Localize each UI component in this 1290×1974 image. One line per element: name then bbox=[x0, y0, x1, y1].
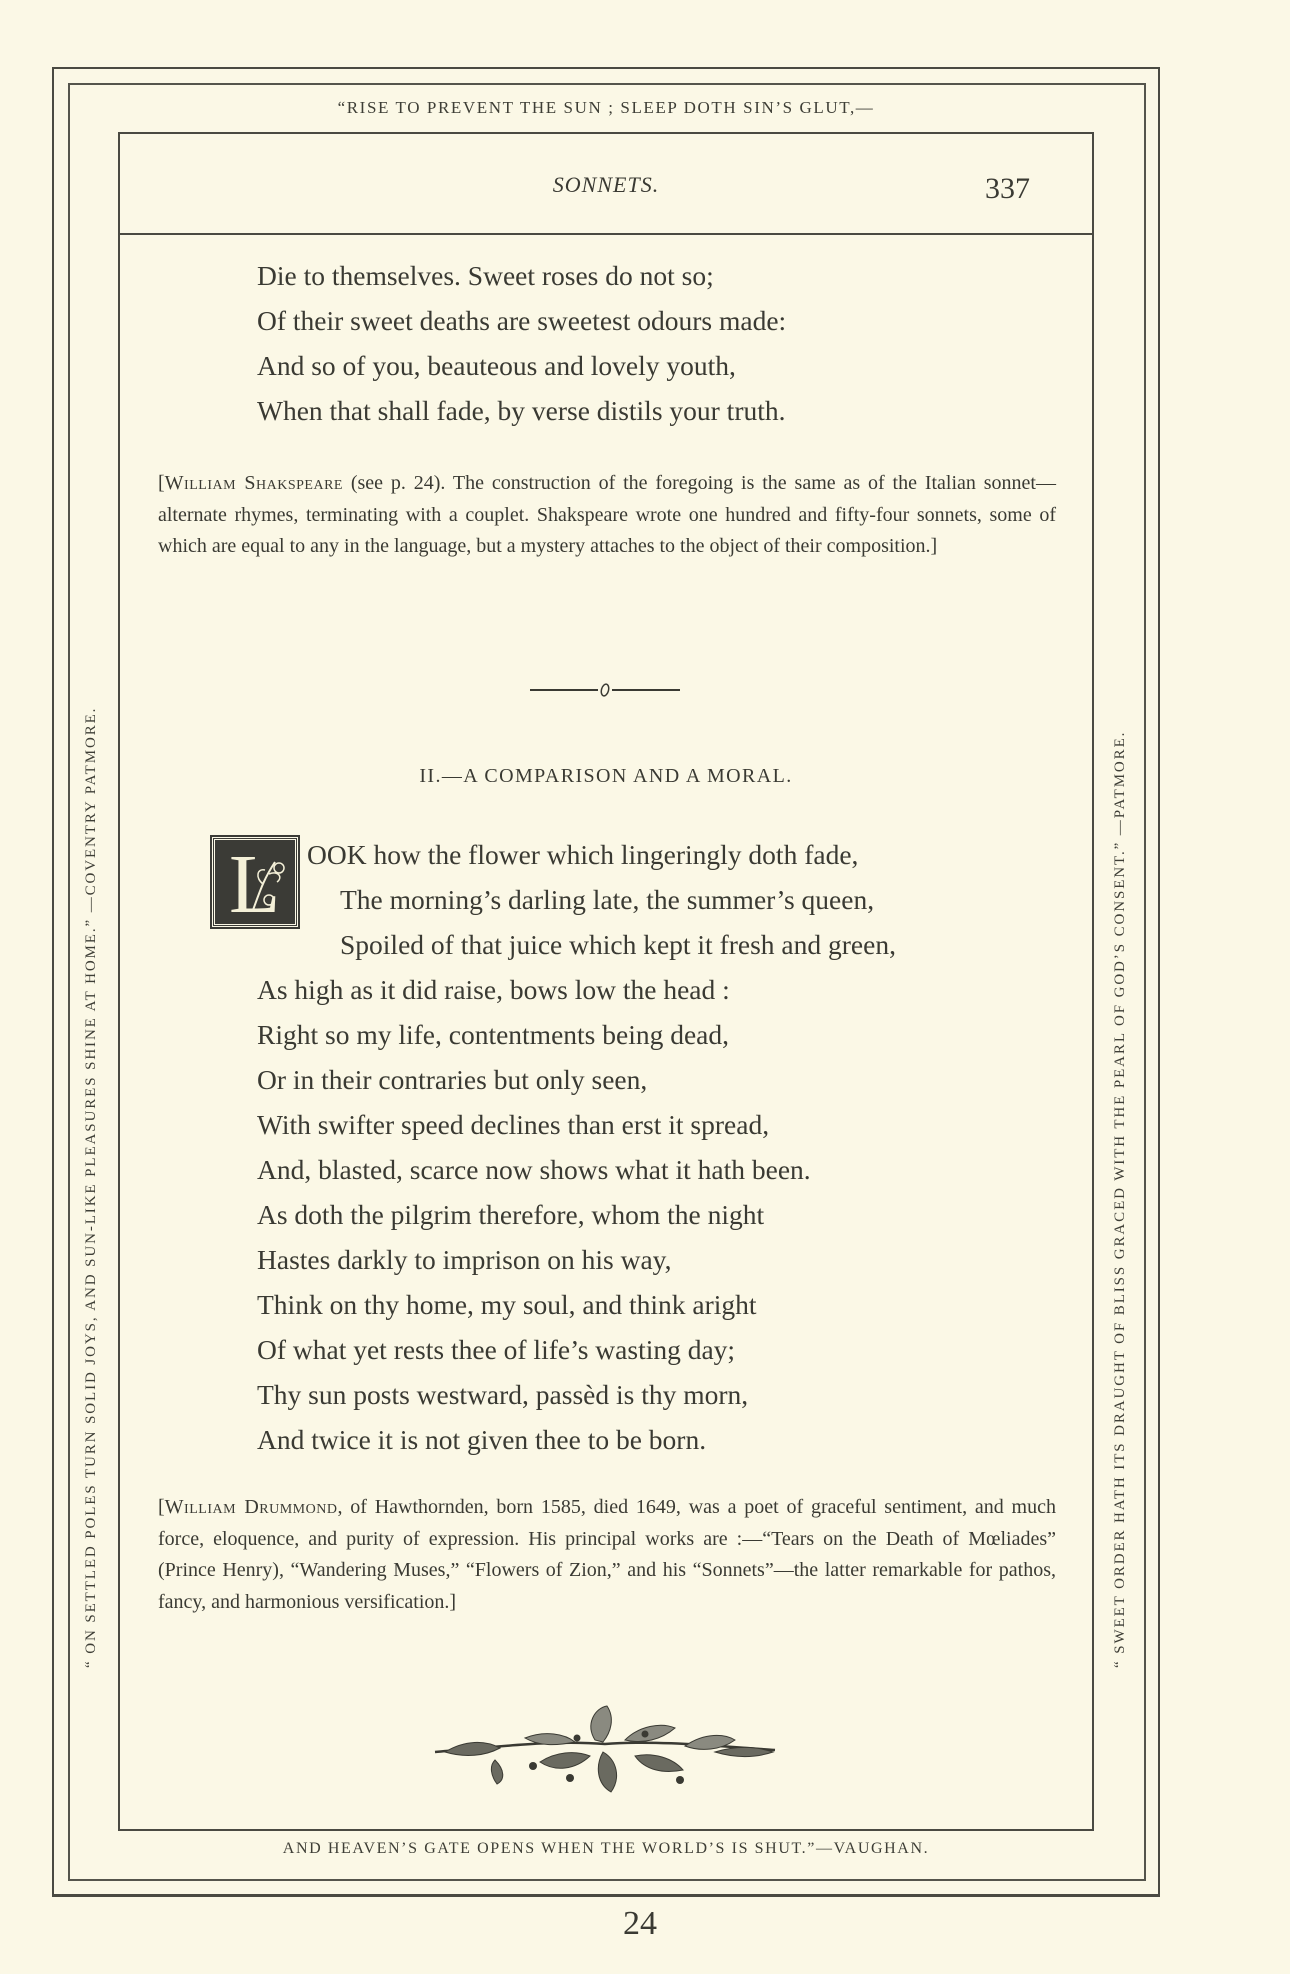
bottom-border-motto: AND HEAVEN’S GATE OPENS WHEN THE WORLD’S IS SHUT.”—VAUGHAN. bbox=[282, 1840, 930, 1857]
author-name: William Shakspeare bbox=[164, 472, 343, 494]
verse-line: Of what yet rests thee of life’s wasting day; bbox=[257, 1334, 736, 1365]
note-shakspeare: [William Shakspeare (see p. 24). The construction of the foregoing is the same as of the Italian sonnet—alternate rhymes, terminating with a couplet. Shakspeare wrote one hundred and fifty-four sonnets, some of which are equal to any in the language, but a mystery attaches to the object of their composition.] bbox=[158, 472, 1056, 557]
floral-scroll-icon bbox=[245, 854, 289, 914]
verse-line: Right so my life, contentments being dead, bbox=[257, 1019, 729, 1050]
left-border-motto: “ ON SETTLED POLES TURN SOLID JOYS, AND SUN-LIKE PLEASURES SHINE AT HOME.” —COVENTRY PATMORE. bbox=[83, 706, 99, 1668]
verse-line: And, blasted, scarce now shows what it hath been. bbox=[257, 1154, 811, 1185]
verse-line: Spoiled of that juice which kept it fresh and green, bbox=[340, 929, 896, 960]
verse-line: OOK how the flower which lingeringly doth fade, bbox=[307, 839, 859, 870]
section-title: II.—A COMPARISON AND A MORAL. bbox=[419, 765, 793, 787]
poem2-body bbox=[257, 967, 811, 1462]
verse-line: Of their sweet deaths are sweetest odours made: bbox=[257, 305, 787, 336]
verse-line: And so of you, beauteous and lovely youth, bbox=[257, 350, 736, 381]
verse-line: Or in their contraries but only seen, bbox=[257, 1064, 648, 1095]
verse-line: When that shall fade, by verse distils your truth. bbox=[257, 395, 786, 426]
author-name: William Drummond bbox=[164, 1496, 338, 1518]
verse-line: Hastes darkly to imprison on his way, bbox=[257, 1244, 672, 1275]
floral-tailpiece-icon bbox=[425, 1700, 785, 1800]
verse-line: Thy sun posts westward, passèd is thy morn, bbox=[257, 1379, 749, 1410]
folio-number: 24 bbox=[623, 1905, 657, 1942]
verse-line: As high as it did raise, bows low the head : bbox=[257, 974, 730, 1005]
top-border-motto: “RISE TO PREVENT THE SUN ; SLEEP DOTH SIN’S GLUT,— bbox=[337, 98, 875, 117]
verse-line: Think on thy home, my soul, and think aright bbox=[257, 1289, 757, 1320]
verse-line: And twice it is not given thee to be born. bbox=[257, 1424, 707, 1455]
header-rule bbox=[120, 233, 1092, 235]
ornamental-initial-icon: L bbox=[212, 837, 298, 927]
page-number-top: 337 bbox=[985, 172, 1030, 205]
poem2-first-lines bbox=[307, 832, 896, 967]
verse-line: As doth the pilgrim therefore, whom the night bbox=[257, 1199, 765, 1230]
verse-line: The morning’s darling late, the summer’s queen, bbox=[340, 884, 875, 915]
verse-line: With swifter speed declines than erst it spread, bbox=[257, 1109, 770, 1140]
verse-line: Die to themselves. Sweet roses do not so; bbox=[257, 260, 714, 291]
poem1-stanza bbox=[257, 253, 786, 433]
note-drummond: [William Drummond, of Hawthornden, born 1585, died 1649, was a poet of graceful sentiment, and much force, eloquence, and purity of expression. His principal works are :—“Tears on the Death of Mœliades” (Prince Henry), “Wandering Muses,” “Flowers of Zion,” and his “Sonnets”—the latter remarkable for pathos, fancy, and harmonious versification.] bbox=[158, 1496, 1056, 1613]
right-border-motto: “ SWEET ORDER HATH ITS DRAUGHT OF BLISS GRACED WITH THE PEARL OF GOD’S CONSENT.” —PATMORE. bbox=[1112, 730, 1128, 1668]
separator-ornament-icon bbox=[530, 683, 680, 697]
running-head: SONNETS. bbox=[552, 172, 660, 197]
